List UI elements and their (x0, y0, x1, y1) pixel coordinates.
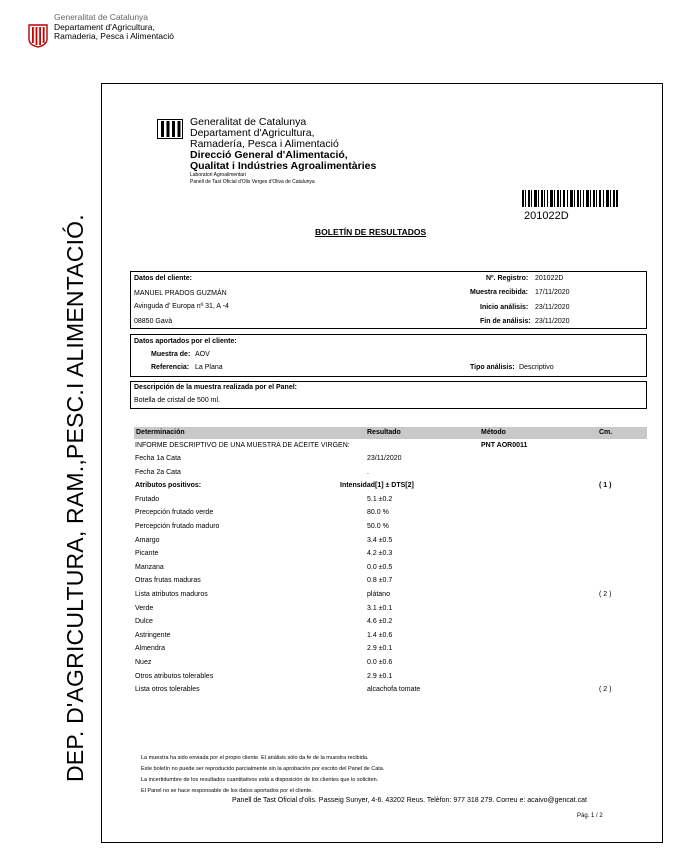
row-result: 80.0 % (367, 509, 389, 516)
row-determination: Astringente (135, 632, 171, 639)
reference-label: Referencia: (151, 364, 190, 371)
side-department-text: DEP. D'AGRICULTURA, RAM.,PESC.I ALIMENTACIÓ. (62, 214, 88, 782)
row-determination: Verde (135, 605, 154, 612)
row-result: 0.0 ±0.5 (367, 564, 393, 571)
row-result: 0.8 ±0.7 (367, 577, 393, 584)
row-determination: Otros atributos tolerables (135, 673, 214, 680)
row-result: 4.6 ±0.2 (367, 618, 393, 625)
method-value: PNT AOR0011 (481, 442, 528, 449)
row-determination: Almendra (135, 645, 165, 652)
org-line2: Departament d'Agricultura, (190, 127, 315, 139)
row-determination: Frutado (135, 496, 160, 503)
header-resultado: Resultado (367, 429, 401, 436)
top-header-line3: Ramaderia, Pesca i Alimentació (54, 31, 175, 41)
row-result: 5.1 ±0.2 (367, 496, 393, 503)
row-cm: ( 2 ) (599, 686, 612, 693)
barcode-number: 201022D (524, 210, 569, 222)
row-result: 23/11/2020 (367, 455, 402, 462)
row-result: 2.9 ±0.1 (367, 645, 393, 652)
address-line: Panell de Tast Oficial d'olis. Passeig Sunyer, 4-6. 43202 Reus. Telèfon: 977 318 279. Correu e: acaivo@gencat.cat (232, 797, 587, 804)
row-determination: Picante (135, 550, 159, 557)
row-determination: Atributos positivos: (135, 482, 202, 489)
row-result: 4.2 ±0.3 (367, 550, 393, 557)
row-determination: Fecha 2a Cata (135, 469, 181, 476)
footnote: La muestra ha sido enviada por el propio cliente. El análisis sólo da fe de la muestra recibida. (141, 755, 369, 761)
page-number: Pág. 1 / 2 (577, 813, 603, 819)
description-text: Botella de cristal de 500 ml. (134, 397, 220, 404)
row-determination: Percepción frutado maduro (135, 523, 220, 530)
sample-label: Muestra de: (151, 351, 191, 358)
row-result: alcachofa tomate (367, 686, 421, 693)
provided-heading: Datos aportados por el cliente: (134, 338, 237, 345)
received-label: Muestra recibida: (470, 289, 528, 296)
row-result: Intensidad[1] ± DTS[2] (340, 482, 414, 489)
row-determination: Nuez (135, 659, 152, 666)
client-city: 08850 Gavà (134, 318, 173, 325)
footnote: Este boletín no puede ser reproducido parcialmente sin la aprobación por escrito del Panel de Cata. (141, 766, 385, 772)
header-metodo: Método (481, 429, 506, 436)
row-determination: Manzana (135, 564, 164, 571)
org-line5: Qualitat i Indústries Agroalimentàries (190, 160, 377, 172)
top-header-line2: Departament d'Agricultura, (54, 21, 155, 32)
sample-value: AOV (195, 351, 210, 358)
barcode-icon (522, 190, 618, 207)
analysis-type-label: Tipo análisis: (470, 364, 515, 371)
row-result: 1.4 ±0.6 (367, 632, 393, 639)
top-header (54, 13, 174, 42)
start-value: 23/11/2020 (535, 304, 570, 311)
header-cm: Cm. (599, 429, 613, 436)
row-determination: Fecha 1a Cata (135, 455, 181, 462)
client-address: Avinguda d' Europa nº 31, A -4 (134, 303, 229, 310)
row-result: 2.9 ±0.1 (367, 673, 393, 680)
analysis-type-value: Descriptivo (519, 364, 554, 371)
client-heading: Datos del cliente: (134, 275, 192, 282)
row-determination: Precepción frutado verde (135, 509, 214, 516)
footnote: El Panel no se hace responsable de los datos aportados por el cliente. (141, 788, 313, 794)
generalitat-doc-logo-icon (157, 119, 183, 139)
start-label: Inicio análisis: (480, 304, 529, 311)
org-line6: Laboratori Agroalimentari (190, 172, 246, 178)
document-title: BOLETÍN DE RESULTADOS (315, 227, 427, 237)
row-result: 3.4 ±0.5 (367, 537, 393, 544)
end-label: Fin de análisis: (480, 318, 531, 325)
received-value: 17/11/2020 (535, 289, 570, 296)
client-name: MANUEL PRADOS GUZMÁN (134, 290, 227, 297)
row-result: 50.0 % (367, 523, 389, 530)
row-determination: Dulce (135, 618, 153, 625)
row-result: plátano (367, 591, 390, 598)
row-result: . (367, 469, 369, 476)
registry-label: Nº. Registro: (486, 275, 529, 282)
end-value: 23/11/2020 (535, 318, 570, 325)
org-line7: Panell de Tast Oficial d'Olis Verges d'Oliva de Catalunya (190, 179, 315, 185)
header-determinacion: Determinación (136, 429, 185, 436)
row-determination: Lista atributos maduros (135, 591, 208, 598)
org-line1: Generalitat de Catalunya (190, 116, 307, 128)
row-result: 3.1 ±0.1 (367, 605, 393, 612)
org-line4: Direcció General d'Alimentació, (190, 149, 348, 161)
registry-value: 201022D (535, 275, 564, 282)
organization-block (190, 117, 376, 186)
org-line3: Ramadería, Pesca i Alimentació (190, 138, 339, 150)
row-determination: Lista otros tolerables (135, 686, 200, 693)
row-result: 0.0 ±0.6 (367, 659, 393, 666)
top-header-line1: Generalitat de Catalunya (54, 12, 149, 22)
row-cm: ( 2 ) (599, 591, 612, 598)
row-determination: Otras frutas maduras (135, 577, 201, 584)
reference-value: La Plana (195, 364, 223, 371)
row-determination: Amargo (135, 537, 160, 544)
informe-title: INFORME DESCRIPTIVO DE UNA MUESTRA DE ACEITE VIRGEN: (135, 442, 350, 449)
description-heading: Descripción de la muestra realizada por el Panel: (134, 384, 298, 391)
footnote: La incertidumbre de los resultados cuantitativos está a disposición de los clientes que lo soliciten. (141, 777, 379, 783)
row-cm: ( 1 ) (599, 482, 612, 489)
generalitat-logo-icon (28, 24, 48, 48)
